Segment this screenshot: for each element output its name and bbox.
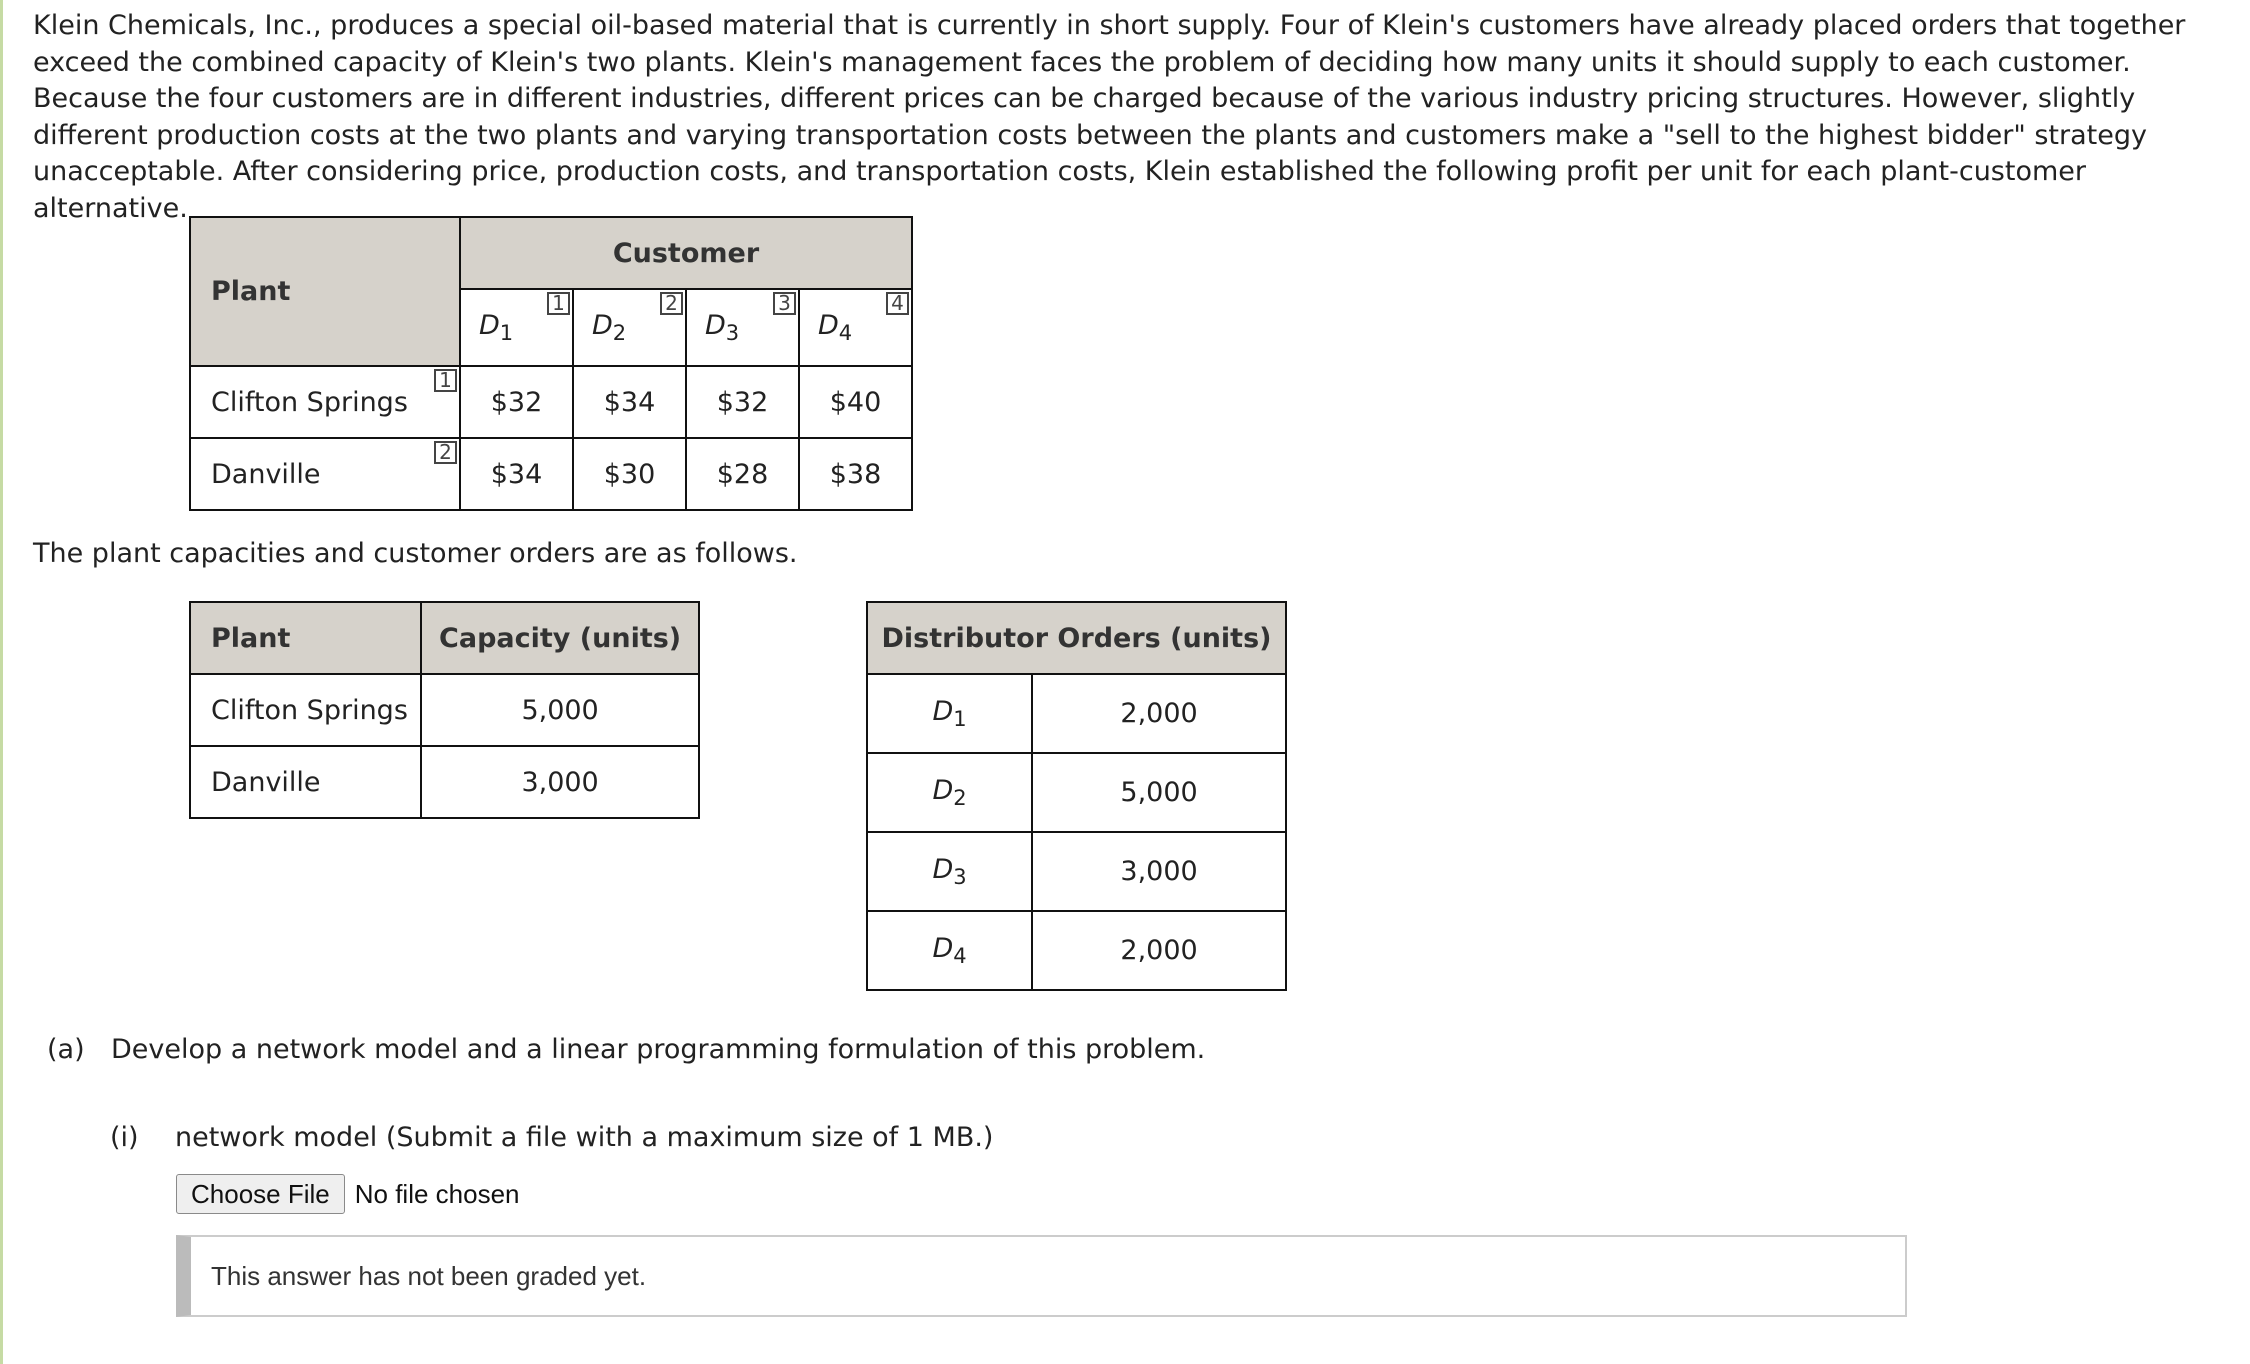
customer-d2-header xyxy=(573,289,686,366)
table-row xyxy=(190,366,912,438)
capacity-value: 3,000 xyxy=(421,746,699,818)
table-row xyxy=(190,746,699,818)
table-row xyxy=(867,674,1286,753)
table-row xyxy=(867,832,1286,911)
plant-name: Danville 2 xyxy=(190,438,460,510)
table-row xyxy=(867,911,1286,990)
profit-plant-header xyxy=(190,217,460,366)
profit-cell: $30 xyxy=(573,438,686,510)
profit-cell: $38 xyxy=(799,438,912,510)
plant-name: Clifton Springs 1 xyxy=(190,366,460,438)
question-i xyxy=(110,1122,993,1153)
distributor-label: $D_1$ xyxy=(867,674,1032,753)
capacities-intro: The plant capacities and customer orders are as follows. xyxy=(33,538,798,569)
question-a-label: (a) xyxy=(47,1034,85,1065)
question-a xyxy=(47,1034,1205,1065)
customer-header-label: Customer xyxy=(612,237,760,269)
customer-label: $D_3$ xyxy=(705,310,740,345)
capacity-units-header: Capacity (units) xyxy=(421,602,699,674)
profit-cell: $34 xyxy=(573,366,686,438)
answer-tag-icon: 3 xyxy=(773,292,796,315)
customer-label: $D_2$ xyxy=(592,310,627,345)
file-status: No file chosen xyxy=(354,1178,520,1209)
question-i-text: network model (Submit a file with a maximum size of 1 MB.) xyxy=(175,1122,994,1153)
customer-header xyxy=(460,217,912,289)
customer-d3-header xyxy=(686,289,799,366)
order-units: 2,000 xyxy=(1032,674,1286,753)
profit-plant-header-label: Plant xyxy=(211,276,291,307)
plant-name: Danville xyxy=(190,746,421,818)
question-i-label: (i) xyxy=(110,1122,139,1153)
table-row xyxy=(190,438,912,510)
profit-cell: $32 xyxy=(686,366,799,438)
plant-name: Clifton Springs xyxy=(190,674,421,746)
customer-d4-header xyxy=(799,289,912,366)
question-a-text: Develop a network model and a linear programming formulation of this problem. xyxy=(111,1034,1206,1065)
order-units: 3,000 xyxy=(1032,832,1286,911)
orders-table xyxy=(866,601,1287,991)
order-units: 5,000 xyxy=(1032,753,1286,832)
left-border xyxy=(0,0,3,1364)
profit-cell: $40 xyxy=(799,366,912,438)
profit-table xyxy=(189,216,913,511)
capacity-plant-header: Plant xyxy=(190,602,421,674)
answer-tag-icon: 2 xyxy=(660,292,683,315)
profit-cell: $28 xyxy=(686,438,799,510)
grade-status-box xyxy=(176,1235,1907,1317)
customer-label: $D_1$ xyxy=(479,310,514,345)
problem-intro: Klein Chemicals, Inc., produces a special oil-based material that is currently in short supply. Four of Klein's customers have already placed orders that together exceed the combined capacity of Klein's two plants. Klein's management faces the problem of deciding how many units it should supply to each customer. Because the four customers are in different industries, different prices can be charged because of the various industry pricing structures. However, slightly different production costs at the two plants and varying transportation costs between the plants and customers make a "sell to the highest bidder" strategy unacceptable. After considering price, production costs, and transportation costs, Klein established the following profit per unit for each plant-customer alternative. xyxy=(33,10,2186,224)
customer-label: $D_4$ xyxy=(818,310,853,345)
distributor-label: $D_4$ xyxy=(867,911,1032,990)
table-row xyxy=(867,753,1286,832)
file-upload xyxy=(176,1174,520,1214)
answer-tag-icon: 4 xyxy=(886,292,909,315)
answer-tag-icon: 2 xyxy=(434,441,457,464)
capacity-value: 5,000 xyxy=(421,674,699,746)
orders-header: Distributor Orders (units) xyxy=(867,602,1286,674)
distributor-label: $D_3$ xyxy=(867,832,1032,911)
order-units: 2,000 xyxy=(1032,911,1286,990)
table-row xyxy=(190,674,699,746)
capacity-table xyxy=(189,601,700,819)
answer-tag-icon: 1 xyxy=(434,369,457,392)
customer-d1-header xyxy=(460,289,573,366)
choose-file-button[interactable]: Choose File xyxy=(176,1174,345,1214)
profit-cell: $32 xyxy=(460,366,573,438)
grade-status-text: This answer has not been graded yet. xyxy=(211,1261,647,1291)
profit-cell: $34 xyxy=(460,438,573,510)
distributor-label: $D_2$ xyxy=(867,753,1032,832)
answer-tag-icon: 1 xyxy=(547,292,570,315)
